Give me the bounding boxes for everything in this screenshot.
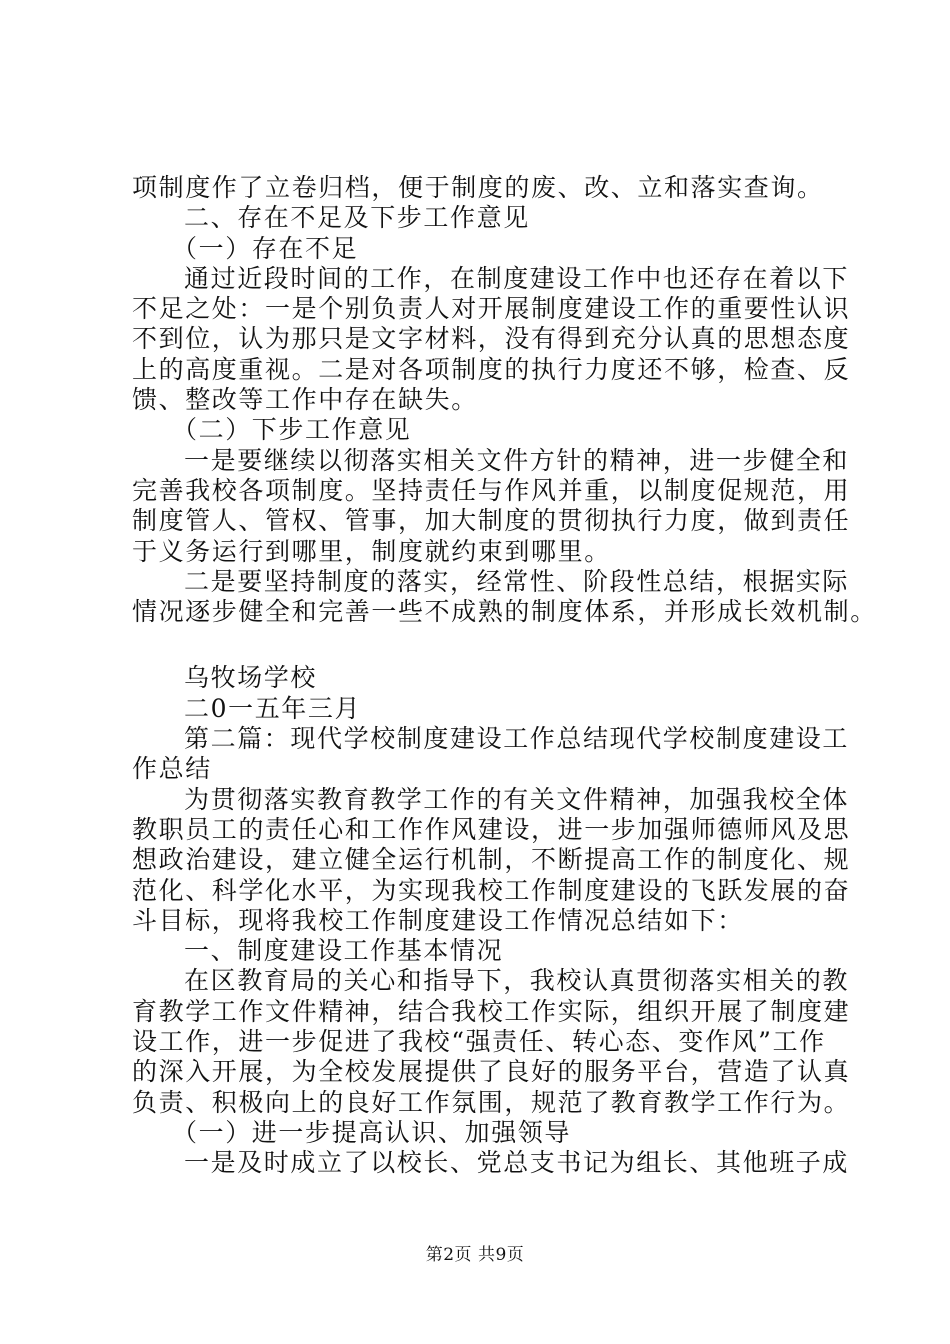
text-line: 二是要坚持制度的落实，经常性、阶段性总结，根据实际 <box>184 566 850 596</box>
text-line: 育教学工作文件精神，结合我校工作实际，组织开展了制度建 <box>132 996 851 1026</box>
text-line: 于义务运行到哪里，制度就约束到哪里。 <box>132 536 611 566</box>
text-line: 斗目标，现将我校工作制度建设工作情况总结如下： <box>132 905 744 935</box>
text-line: 一是要继续以彻落实相关文件方针的精神，进一步健全和 <box>184 445 850 475</box>
text-line: 项制度作了立卷归档，便于制度的废、改、立和落实查询。 <box>132 173 824 202</box>
text-line: 制度管人、管权、管事，加大制度的贯彻执行力度，做到责任 <box>132 506 851 536</box>
text-line: 的深入开展，为全校发展提供了良好的服务平台，营造了认真 <box>132 1057 851 1087</box>
text-line: 馈、整改等工作中存在缺失。 <box>132 385 478 415</box>
blank-line <box>132 627 852 663</box>
text-line: 范化、科学化水平，为实现我校工作制度建设的飞跃发展的奋 <box>132 875 851 905</box>
text-line: 二、存在不足及下步工作意见 <box>184 203 530 233</box>
text-line: 通过近段时间的工作，在制度建设工作中也还存在着以下 <box>184 263 850 293</box>
text-line: 设工作，进一步促进了我校“强责任、转心态、变作风”工作 <box>132 1027 826 1057</box>
text-line: 不足之处：一是个别负责人对开展制度建设工作的重要性认识 <box>132 294 851 324</box>
text-line: 情况逐步健全和完善一些不成熟的制度体系，并形成长效机制。 <box>132 597 877 627</box>
text-line: 作总结 <box>132 754 212 784</box>
page-footer: 第2页 共9页 <box>425 1245 525 1265</box>
text-line: 不到位，认为那只是文字材料，没有得到充分认真的思想态度 <box>132 324 851 354</box>
text-line: 一是及时成立了以校长、党总支书记为组长、其他班子成 <box>184 1148 850 1178</box>
text-line: 教职员工的责任心和工作作风建设，进一步加强师德师风及思 <box>132 814 851 844</box>
text-line: 二0一五年三月 <box>184 693 362 723</box>
text-line: 负责、积极向上的良好工作氛围，规范了教育教学工作行为。 <box>132 1087 851 1117</box>
text-line: 在区教育局的关心和指导下，我校认真贯彻落实相关的教 <box>184 966 850 996</box>
text-line: 为贯彻落实教育教学工作的有关文件精神，加强我校全体 <box>184 784 850 814</box>
text-line: 乌牧场学校 <box>184 663 318 693</box>
document-body <box>132 173 877 1179</box>
text-line: 一、制度建设工作基本情况 <box>184 936 504 966</box>
text-line: 上的高度重视。二是对各项制度的执行力度还不够，检查、反 <box>132 354 851 384</box>
text-line: （一）进一步提高认识、加强领导 <box>172 1117 572 1147</box>
text-line: 完善我校各项制度。坚持责任与作风并重，以制度促规范，用 <box>132 475 851 505</box>
text-line: （二）下步工作意见 <box>172 415 412 445</box>
text-line: 想政治建设，建立健全运行机制，不断提高工作的制度化、规 <box>132 845 851 875</box>
text-line: （一）存在不足 <box>172 233 359 263</box>
text-line: 第二篇：现代学校制度建设工作总结现代学校制度建设工 <box>184 724 850 754</box>
